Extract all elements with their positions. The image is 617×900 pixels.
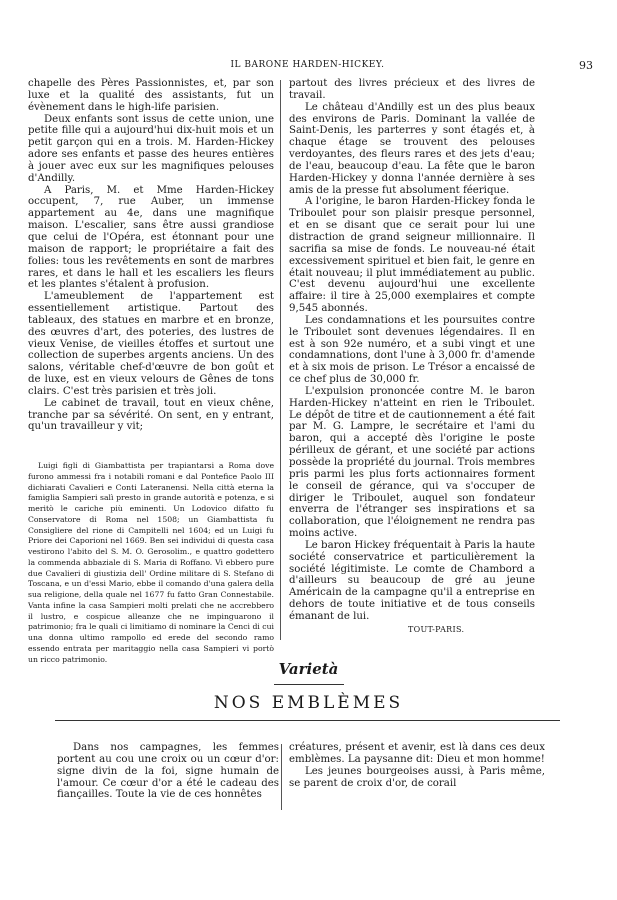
paragraph: A l'origine, le baron Harden-Hickey fonda le Triboulet pour son plaisir presque personnel, et en se disant que ce serait pour lui une distraction de grand seigneur millionnaire. Il sacrifia sa mise de fonds. Le nouveau-né était excessivement spirituel et bien fait, le genre en était nouveau; il plut immédiatement au public. C'est devenu aujourd'hui une excellente affaire: il tire à 25,000 exemplaires et compte 9,545 abonnés.: [289, 196, 535, 315]
footnote: [28, 461, 274, 665]
paragraph: Les jeunes bourgeoises aussi, à Paris même, se parent de croix d'or, de corail: [289, 765, 545, 789]
paragraph: L'ameublement de l'appartement est essentiellement artistique. Partout des tableaux, des statues en marbre et en bronze, des œuvres d'art, des poteries, des lustres de vieux Venise, de vieilles étoffes et surtout une collection de superbes argents anciens. Un des salons, véritable chef-d'œuvre de bon goût et de luxe, est en vieux velours de Gênes de tons clairs. C'est très parisien et très joli.: [28, 291, 274, 397]
right-column: [289, 78, 535, 623]
paragraph: Le château d'Andilly est un des plus beaux des environs de Paris. Dominant la vallée de Saint-Denis, les parterres y sont étagés et, à chaque étage se trouvent des pelouses verdoyantes, des fleurs rares et des jets d'eau; de l'eau, beaucoup d'eau. La fête que le baron Harden-Hickey y donna l'année dernière à ses amis de la presse fut absolument féerique.: [289, 101, 535, 196]
column-divider: [280, 80, 281, 640]
bottom-left-column: [57, 742, 279, 801]
paragraph: A Paris, M. et Mme Harden-Hickey occupent, 7, rue Auber, un immense appartement au 4e, dans une magnifique maison. L'escalier, sans être aussi grandiose que celui de l'Opéra, est étonnant pour une maison de rapport; le propriétaire a fait des folies: tous les revêtements en sont de marbres rares, et dans le hall et les escaliers les fleurs et les plantes s'étalent à profusion.: [28, 184, 274, 291]
left-column: [28, 78, 274, 433]
column-divider-bottom: [281, 744, 282, 810]
running-title: IL BARONE HARDEN-HICKEY.: [230, 60, 385, 70]
bottom-right-column: [289, 742, 545, 789]
article-title: NOS EMBLÈMES: [213, 693, 404, 713]
paragraph: partout des livres précieux et des livres de travail.: [289, 78, 535, 101]
footnote-text: Luigi figli di Giambattista per trapiantarsi a Roma dove furono ammessi fra i notabili romani e dal Pontefice Paolo III dichiarati Cavalieri e Conti Lateranensi. Nella città eterna la famiglia Sampieri salì presto in grande autorità e potenza, e si meritò le cariche più eminenti. Un Lodovico difatto fu Conservatore di Roma nel 1508; un Giambattista fu Consigliere del rione di Campitelli nel 1604; ed un Luigi fu Priore dei Caporioni nel 1669. Ben sei individui di questa casa vestirono l'abito del S. M. O. Gerosolim., e quattro godettero la commenda abbaziale di S. Maria di Roffano. Vi ebbero pure due Cavalieri di giustizia dell' Ordine militare di S. Stefano di Toscana, e un d'essi Mario, ebbe il comando d'una galera della sua religione, della quale nel 1677 fu fatto Gran Connestabile. Vanta infine la casa Sampieri molti prelati che ne accrebbero il lustro, e cospicue alleanze che ne impinguarono il patrimonio; fra le quali ci limitiamo di nominare la Cenci di cui una donna ultimo rampollo ed erede del secondo ramo essendo entrata per maritaggio nella casa Sampieri vi portò un ricco patrimonio.: [28, 461, 274, 664]
paragraph: Le cabinet de travail, tout en vieux chêne, tranche par sa sévérité. On sent, en y entrant, qu'un travailleur y vit;: [28, 397, 274, 433]
heading-rule: [274, 684, 344, 685]
page-number: 93: [579, 59, 593, 72]
paragraph: créatures, présent et avenir, est là dans ces deux emblèmes. La paysanne dit: Dieu et mon homme!: [289, 742, 545, 765]
section-heading: Varietà: [278, 660, 339, 678]
paragraph: chapelle des Pères Passionnistes, et, par son luxe et la qualité des assistants, fut un évènement dans le high-life parisien.: [28, 78, 274, 113]
title-rule: [55, 720, 560, 721]
paragraph: Deux enfants sont issus de cette union, une petite fille qui a aujourd'hui dix-huit mois et un petit garçon qui en a trois. M. Harden-Hickey adore ses enfants et passe des heures entières à jouer avec eux sur les magnifiques pelouses d'Andilly.: [28, 113, 274, 184]
paragraph: Les condamnations et les poursuites contre le Triboulet sont devenues légendaires. Il en est à son 92e numéro, et a subi vingt et une condamnations, dont l'une à 3,000 fr. d'amende et à six mois de prison. Le Trésor a encaissé de ce chef plus de 30,000 fr.: [289, 314, 535, 386]
paragraph: Le baron Hickey fréquentait à Paris la haute société conservatrice et particulièrement la société légitimiste. Le comte de Chambord a d'ailleurs su beaucoup de gré au jeune Américain de la campagne qu'il a entreprise en dehors de toute initiative et de tous conseils émanant de lui.: [289, 539, 535, 622]
paragraph: L'expulsion prononcée contre M. le baron Harden-Hickey n'atteint en rien le Triboulet. Le dépôt de titre et de cautionnement a été fait par M. G. Lampre, le secrétaire et l'ami du baron, qui a accepté dès l'origine le poste périlleux de gérant, et une société par actions possède la propriété du journal. Trois membres pris parmi les plus forts actionnaires forment le conseil de gérance, qui va s'occuper de diriger le Triboulet, auquel son fondateur enverra de l'étranger ses inspirations et sa collaboration, que l'éloignement ne rendra pas moins active.: [289, 385, 535, 540]
signature: TOUT-PARIS.: [408, 625, 465, 634]
paragraph: Dans nos campagnes, les femmes portent au cou une croix ou un cœur d'or: signe divin de la foi, signe humain de l'amour. Ce cœur d'or a été le cadeau des fiançailles. Toute la vie de ces honnêtes: [57, 742, 279, 801]
running-header: [22, 60, 593, 74]
